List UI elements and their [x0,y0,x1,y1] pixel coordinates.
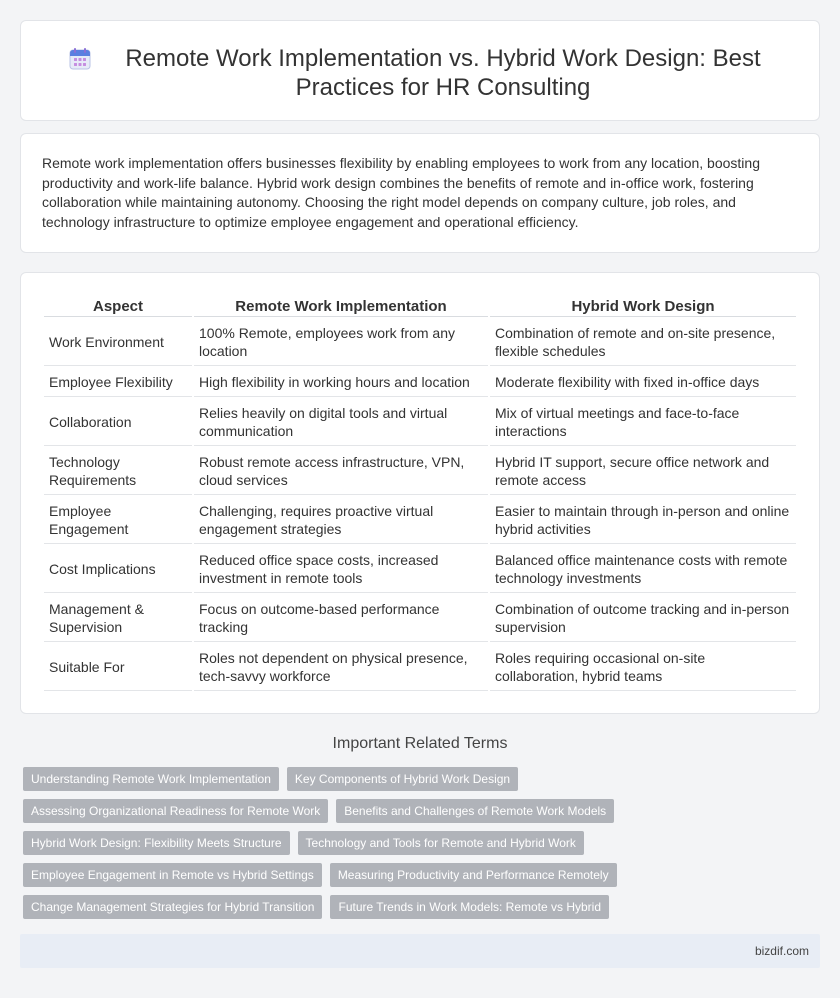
remote-cell: Robust remote access infrastructure, VPN, cloud services [194,447,488,495]
hybrid-cell: Hybrid IT support, secure office network and remote access [490,447,796,495]
related-term-tag[interactable]: Employee Engagement in Remote vs Hybrid Settings [23,863,322,887]
remote-cell: Relies heavily on digital tools and virtual communication [194,398,488,446]
hybrid-cell: Roles requiring occasional on-site collaboration, hybrid teams [490,643,796,691]
page-title: Remote Work Implementation vs. Hybrid Work Design: Best Practices for HR Consulting [125,45,761,101]
remote-cell: Challenging, requires proactive virtual engagement strategies [194,496,488,544]
table-row [44,318,796,366]
aspect-cell: Cost Implications [44,545,192,593]
hybrid-cell: Easier to maintain through in-person and online hybrid activities [490,496,796,544]
table-row [44,643,796,691]
aspect-cell: Suitable For [44,643,192,691]
comparison-table [42,295,798,692]
hybrid-cell: Balanced office maintenance costs with remote technology investments [490,545,796,593]
footer-site-link[interactable]: bizdif.com [754,944,809,958]
table-row [44,398,796,446]
aspect-cell: Collaboration [44,398,192,446]
remote-cell: Roles not dependent on physical presence, tech-savvy workforce [194,643,488,691]
column-header-remote: Remote Work Implementation [194,296,488,317]
comparison-table-card [20,272,820,714]
remote-cell: High flexibility in working hours and location [194,367,488,397]
column-header-hybrid: Hybrid Work Design [490,296,796,317]
tag-row [23,895,823,919]
column-header-aspect: Aspect [44,296,192,317]
table-row [44,545,796,593]
remote-cell: Reduced office space costs, increased investment in remote tools [194,545,488,593]
tag-row [23,767,823,791]
tag-row [23,831,823,855]
related-term-tag[interactable]: Key Components of Hybrid Work Design [287,767,518,791]
related-terms-list [23,767,823,927]
hybrid-cell: Combination of remote and on-site presence, flexible schedules [490,318,796,366]
aspect-cell: Work Environment [44,318,192,366]
table-row [44,367,796,397]
hybrid-cell: Mix of virtual meetings and face-to-face interactions [490,398,796,446]
related-term-tag[interactable]: Future Trends in Work Models: Remote vs Hybrid [330,895,609,919]
table-row [44,447,796,495]
aspect-cell: Employee Engagement [44,496,192,544]
table-row [44,594,796,642]
intro-card [20,133,820,253]
related-term-tag[interactable]: Change Management Strategies for Hybrid Transition [23,895,322,919]
header-card [20,20,820,121]
related-term-tag[interactable]: Technology and Tools for Remote and Hybrid Work [298,831,584,855]
related-term-tag[interactable]: Hybrid Work Design: Flexibility Meets Structure [23,831,290,855]
related-term-tag[interactable]: Benefits and Challenges of Remote Work Models [336,799,614,823]
table-header-row [44,296,796,317]
related-term-tag[interactable]: Measuring Productivity and Performance Remotely [330,863,617,887]
footer-bar [20,934,820,968]
aspect-cell: Employee Flexibility [44,367,192,397]
related-term-tag[interactable]: Understanding Remote Work Implementation [23,767,279,791]
table-row [44,496,796,544]
hybrid-cell: Moderate flexibility with fixed in-office days [490,367,796,397]
remote-cell: Focus on outcome-based performance tracking [194,594,488,642]
tag-row [23,799,823,823]
aspect-cell: Technology Requirements [44,447,192,495]
tag-row [23,863,823,887]
intro-paragraph: Remote work implementation offers businesses flexibility by enabling employees to work from any location, boosting productivity and work-life balance. Hybrid work design combines the benefits of remote and in-office work, fostering collaboration while maintaining autonomy. Choosing the right model depends on company culture, job roles, and technology infrastructure to optimize employee engagement and operational efficiency. [42,155,760,230]
remote-cell: 100% Remote, employees work from any location [194,318,488,366]
calendar-icon [67,46,93,72]
related-term-tag[interactable]: Assessing Organizational Readiness for Remote Work [23,799,328,823]
hybrid-cell: Combination of outcome tracking and in-person supervision [490,594,796,642]
related-terms-title: Important Related Terms [332,735,508,752]
aspect-cell: Management & Supervision [44,594,192,642]
